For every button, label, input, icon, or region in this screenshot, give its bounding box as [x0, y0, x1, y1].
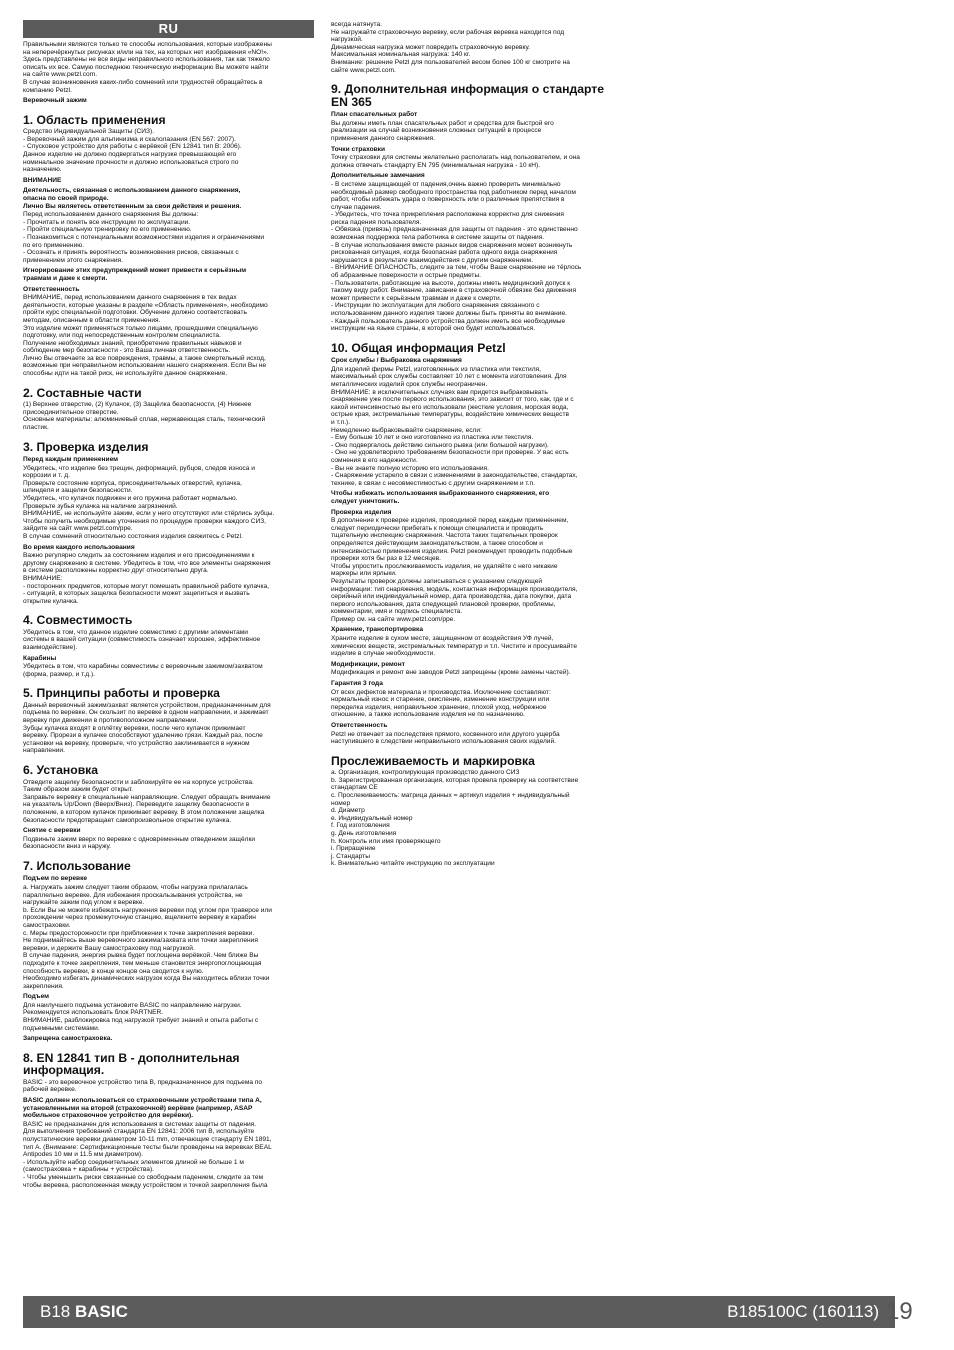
bold-subheading: Подъем по веревке	[23, 875, 88, 883]
section-heading: 5. Принципы работы и проверка	[23, 686, 220, 701]
paragraph: Подвиньте зажим вверх по веревке с одновременным отведением защёлки безопасности вниз и наружу.	[23, 835, 256, 851]
paragraph: Для изделий фирмы Petzl, изготовленных из пластика или текстиля, максимальный срок службы составляет 10 лет с момента изготовления. Для металлических изделий срок службы неограничен. ВНИМАНИЕ: в исключительных случаях вам придется выбраковывать снаряжение уже после первого использования, это зависит от того, как, где и с какой интенсивностью вы его использовали (жесткие условия, морская вода, острые края, экстремальные температуры, воздействие химических веществ и т.п.). Немедленно выбраковывайте снаряжение, если: - Ему больше 10 лет и оно изготовлено из пластика или текстиля. - Оно подвергалось действию сильного рывка (или большой нагрузки). - Оно не удовлетворило требованиям безопасности при проверке. У вас есть сомнения в его надежности. - Вы не знаете полную историю его использования. - Снаряжение устарело в связи с изменениями в законодательстве, стандартах, технике, в связи с несовместимостью с другим снаряжением и т.п.	[331, 365, 578, 487]
bold-subheading: Точки страховки	[331, 145, 386, 153]
bold-subheading: Ответственность	[23, 285, 80, 293]
paragraph: Данный веревочный зажим/захват является устройством, предназначенным для подъема по веревке. Он скользит по веревке в одном направлении, и зажимает веревку при движении в противоположном направлении. Зубцы кулачка входят в оплётку веревки, после чего кулачок прижимает веревку. Прорези в кулачке способствуют удалению грязи. Каждый раз, после установки на веревку, проверьте, что устройство заклинивается в нужном направлении.	[23, 701, 271, 755]
paragraph: a. Нагружать зажим следует таким образом, чтобы нагрузка прилагалась параллельно веревке. Для избежания проскальзывания устройства, не нагружайте зажим под углом к веревке. b. Если Вы не можете избежать нагружения веревки под углом при траверсе или прохождении через промежуточную станцию, вщелкните веревку в карабин самостраховки. c. Меры предосторожности при приближении к точке закрепления веревки. Не поднимайтесь выше веревочного зажима/захвата или точки закрепления веревки, и держите Вашу самостраховку под нагрузкой. В случае падения, энергия рывка будет поглощена верёвкой. Чем ближе Вы подходите к точке закрепления, тем меньше становится энергопоглощающая способность веревки, в конце концов она сводится к нулю. Необходимо избегать динамических нагрузок когда Вы находитесь вблизи точки закрепления.	[23, 883, 272, 990]
footer	[23, 1296, 954, 1328]
paragraph: BASIC - это веревочное устройство типа B, предназначенное для подъема по рабочей веревке.	[23, 1078, 263, 1094]
bold-subheading: Срок службы / Выбраковка снаряжения	[331, 357, 462, 365]
bold-subheading: Хранение, транспортировка	[331, 626, 423, 634]
paragraph: Убедитесь, что изделие без трещин, деформаций, рубцов, следов износа и коррозии и т. д. Проверьте состояние корпуса, присоединительных отверстий, кулачка, шпинделя и защелки безопасности. Убедитесь, что кулачок подвижен и его пружина работает нормально. Проверьте зубья кулачка на наличие загрязнений. ВНИМАНИЕ, не используйте зажим, если у него отсутствуют или стёрлись зубцы. Чтобы получить необходимые уточнения по процедуре проверки каждого СИЗ, зайдите на сайт www.petzl.com/ppe. В случае сомнений относительно состояния изделия свяжитесь с Petzl.	[23, 464, 275, 540]
bold-subheading: Подъем	[23, 993, 50, 1001]
paragraph: - В системе защищающей от падения,очень важно проверить минимально необходимый размер свободного пространства под работником перед началом работ, чтобы избежать удара о поверхность или о различные препятствия в случае падения. - Убедитесь, что точка прикрепления расположена корректно для снижения риска падения пользователя. - Обвязка (привязь) предназначенная для защиты от падения - это единственно возможная поддержка тела работника в системе защиты от падения. - В случае использования вместе разных видов снаряжения может возникнуть рискованная ситуация, когда безопасная работа одного вида снаряжения нарушается в результате взаимодействия с другим снаряжением. - ВНИМАНИЕ ОПАСНОСТЬ, следите за тем, чтобы Ваше снаряжение не тёрлось об абразивные поверхности и острые предметы. - Пользователи, работающие на высоте, должны иметь медицинский допуск к такому виду работ. Внимание, зависание в страховочной обвязке без движения может привести к серьёзным травмам и даже к смерти. - Инструкции по эксплуатации для любого снаряжения связанного с использованием данного изделия также должны быть приняты во внимание. - Каждый пользователь данного устройства должен иметь все необходимые инструкции на языке страны, в которой оно будет использоваться.	[331, 180, 582, 333]
footer-bar	[23, 1296, 895, 1328]
bold-subheading: Перед каждым применением	[23, 456, 119, 464]
section-heading: 6. Установка	[23, 763, 99, 778]
paragraph: Важно регулярно следить за состоянием изделия и его присоединениями к другому снаряжению в системе. Убедитесь в том, что все элементы снаряжения в системе расположены корректно друг относительно друга. ВНИМАНИЕ: - посторонних предметов, которые могут помешать правильной работе кулачка, - ситуаций, в которых защелка безопасности может зацепиться и вызвать открытие кулачка.	[23, 552, 271, 605]
left-column-content	[23, 41, 314, 1189]
paragraph: Отведите защелку безопасности и заблокируйте ее на корпусе устройства. Таким образом зажим будет открыт. Заправьте веревку в специальные направляющие. Следует обращать внимание на указатель Up/Down (Вверх/Вниз). Переведите защелку безопасности в положение, в котором кулачок прижимает веревку. В этом положении защелка безопасности предотвращает самопроизвольное открытие кулачка.	[23, 778, 271, 824]
section-heading: 2. Составные части	[23, 385, 142, 400]
footer-reference: B185100C (160113)	[727, 1302, 879, 1321]
bold-subheading: Карабины	[23, 654, 57, 662]
section-heading: 8. EN 12841 тип B - дополнительная информация.	[23, 1050, 240, 1078]
bold-subheading: ВНИМАНИЕ	[23, 176, 62, 184]
bold-subheading: Веревочный зажим	[23, 97, 87, 105]
paragraph: (1) Верхнее отверстие, (2) Кулачок, (3) Защёлка безопасности, (4) Нижнее присоединительное отверстие. Основные материалы: алюминиевый сплав, нержавеющая сталь, технический пластик.	[23, 401, 266, 431]
left-column	[23, 20, 314, 1189]
right-column-content	[331, 21, 622, 868]
paragraph: a. Организация, контролирующая производство данного СИЗ b. Зарегистрированная организация, которая провела проверку на соответствие стандартам CE c. Прослеживаемость: матрица данных = артикул изделия + индивидуальный номер d. Диаметр e. Индивидуальный номер f. Год изготовления g. День изготовления h. Контроль или имя проверяющего i. Приращение j. Стандарты k. Внимательно читайте инструкцию по эксплуатации	[331, 769, 579, 868]
paragraph: ВНИМАНИЕ, перед использованием данного снаряжения в тех видах деятельности, которые указаны в разделе «Область применения», необходимо пройти курс специальной подготовки. Обучение должно соответствовать методам, описанным в области применения. Это изделие может применяться только лицами, прошедшими специальную подготовку, или под непосредственным контролем специалиста. Получение необходимых знаний, приобретение правильных навыков и соблюдение мер безопасности - это Ваша личная ответственность. Лично Вы отвечаете за все повреждения, травмы, а также смертельный исход, возможные при неправильном использовании нашего снаряжения. Если Вы не способны идти на такой риск, не используйте данное снаряжение.	[23, 294, 268, 378]
footer-product	[40, 1301, 128, 1323]
paragraph: В дополнение к проверке изделия, проводимой перед каждым применением, следует периодически прибегать к помощи специалиста и проводить тщательную инспекцию снаряжения. Частота таких тщательных проверок определяется действующим законодательством, а также способом и интенсивностью применения изделия. Petzl рекомендует проводить подобные проверки хотя бы раз в 12 месяцев. Чтобы упростить прослеживаемость изделия, не удаляйте с него никакие маркеры или ярлыки. Результаты проверок должны записываться с указанием следующей информации: тип снаряжения, модель, контактная информация производителя, серийный или индивидуальный номер, дата производства, дата покупки, дата первого использования, дата следующей плановой проверки, проблемы, комментарии, имя и подпись специалиста. Пример см. на сайте www.petzl.com/ppe.	[331, 517, 578, 623]
footer-code: B18	[40, 1302, 71, 1321]
section-heading: 3. Проверка изделия	[23, 439, 149, 454]
section-heading: 4. Совместимость	[23, 613, 133, 628]
paragraph: Убедитесь в том, что данное изделие совместимо с другими элементами системы в вашей ситуации (совместимость означает хорошее, эффективное взаимодействие).	[23, 628, 261, 651]
language-header: RU	[23, 20, 314, 38]
footer-model: BASIC	[74, 1302, 128, 1321]
paragraph: Убедитесь в том, что карабины совместимы с веревочным зажимом/захватом (форма, размер, и т.д.).	[23, 663, 263, 678]
section-heading: 1. Область применения	[23, 112, 166, 127]
bold-subheading: Модификации, ремонт	[331, 660, 405, 668]
paragraph: всегда натянута. Не нагружайте страховочную веревку, если рабочая веревка находится под нагрузкой. Динамическая нагрузка может повредить страховочную веревку. Максимальная номинальная нагрузка: 140 кг. Внимание: решение Petzl для пользователей весом более 100 кг смотрите на сайте www.petzl.com.	[331, 21, 570, 74]
paragraph: Перед использованием данного снаряжения Вы должны: - Прочитать и понять все инструкции по эксплуатации. - Пройти специальную тренировку по его применению. - Познакомиться с потенциальными возможностями изделия и ограничениями по его применению. - Осознать и принять вероятность возникновения рисков, связанных с применением этого снаряжения.	[23, 211, 265, 264]
bold-subheading: Запрещена самостраховка.	[23, 1035, 113, 1043]
page-number: 19	[886, 1298, 913, 1325]
paragraph: Petzl не отвечает за последствия прямого, косвенного или другого ущерба наступившего в следствии неправильного использования своих изделий.	[331, 730, 560, 746]
bold-subheading: Проверка изделия	[331, 508, 392, 516]
section-heading: 9. Дополнительная информация о стандарте EN 365	[331, 82, 605, 109]
bold-subheading: Ответственность	[331, 722, 388, 729]
section-heading: 7. Использование	[23, 858, 131, 873]
paragraph: Для наилучшего подъема установите BASIC по направлению нагрузки. Рекомендуется использовать блок PARTNER. ВНИМАНИЕ, разблокировка под нагрузкой требует знаний и опыта работы с подъемными системами.	[23, 1001, 259, 1032]
bold-subheading: Игнорирование этих предупреждений может привести к серьёзным травмам и даже к смерти.	[23, 267, 247, 282]
paragraph: Вы должны иметь план спасательных работ и средства для быстрой его реализации на случай возникновения сложных ситуаций в процессе применения данного снаряжения.	[331, 119, 554, 142]
paragraph: Точку страховки для системы желательно располагать над пользователем, и она должна отвечать стандарту EN 795 (минимальная нагрузка - 10 кН).	[331, 154, 580, 169]
bold-subheading: Деятельность, связанная с использованием данного снаряжения, опасна по своей природе. Лично Вы являетесь ответственным за свои действия и решения.	[23, 187, 242, 210]
paragraph: Правильными являются только те способы использования, которые изображены на неперечёркнутых рисунках и/или на тех, на которых нет изображения «NO!». Здесь представлены не все виды неправильного использования, так как тяжело описать их все. Самую последнюю техническую информацию Вы можете найти на сайте www.petzl.com. В случае возникновения каких-либо сомнений или трудностей обращайтесь в компанию Petzl.	[23, 41, 272, 94]
paragraph: BASIC не предназначен для использования в системах защиты от падения. Для выполнения требований стандарта EN 12841: 2006 тип B, используйте полустатические веревки диаметром 10-11 mm, отвечающие стандарту EN 1891, тип A. (Внимание: Сертификационные тесты были проведены на веревках BEAL Antipodes 10 мм и 11.5 мм диаметром). - Используйте набор соединительных элементов длиной не больше 1 м (самостраховка + карабины + устройства). - Чтобы уменьшить риски связанные со свободным падением, следите за тем чтобы веревка, расположенная между устройством и точкой закрепления была	[23, 1120, 272, 1189]
bold-subheading: Чтобы избежать использования выбракованного снаряжения, его следует уничтожить.	[331, 490, 550, 505]
section-heading: Прослеживаемость и маркировка	[331, 753, 535, 768]
section-heading: 10. Общая информация Petzl	[331, 340, 506, 355]
paragraph: Модификация и ремонт вне заводов Petzl запрещены (кроме замены частей).	[331, 669, 571, 677]
paragraph: Храните изделие в сухом месте, защищенном от воздействия УФ лучей, химических веществ, экстремальных температур и т.п. Чистите и просушивайте изделие в случае необходимости.	[331, 635, 578, 658]
bold-subheading: План спасательных работ	[331, 111, 418, 119]
right-column	[331, 21, 622, 868]
bold-subheading: Гарантия 3 года	[331, 680, 383, 688]
paragraph: Средство Индивидуальной Защиты (СИЗ). - Веревочный зажим для альпинизма и скалолазания (EN 567: 2007). - Спусковое устройство для работы с верёвкой (EN 12841 тип B: 2006). Данное изделие не должно подвергаться нагрузке превышающей его номинальное значение прочности и должно использоваться строго по назначению.	[23, 128, 242, 174]
bold-subheading: Во время каждого использования	[23, 543, 135, 551]
bold-subheading: BASIC должен использоваться со страховочными устройствами типа A, установленными на второй (страховочной) верёвке (например, ASAP мобильное страховочное устройство для верёвки).	[23, 1097, 262, 1120]
bold-subheading: Дополнительные замечания	[331, 172, 425, 180]
paragraph: От всех дефектов материала и производства. Исключение составляют: нормальный износ и старение, окисление, изменение конструкции или переделка изделия, неправильное хранение, плохой уход, небрежное отношение, а также использование изделия не по назначению.	[331, 688, 551, 719]
bold-subheading: Снятие с веревки	[23, 827, 81, 835]
